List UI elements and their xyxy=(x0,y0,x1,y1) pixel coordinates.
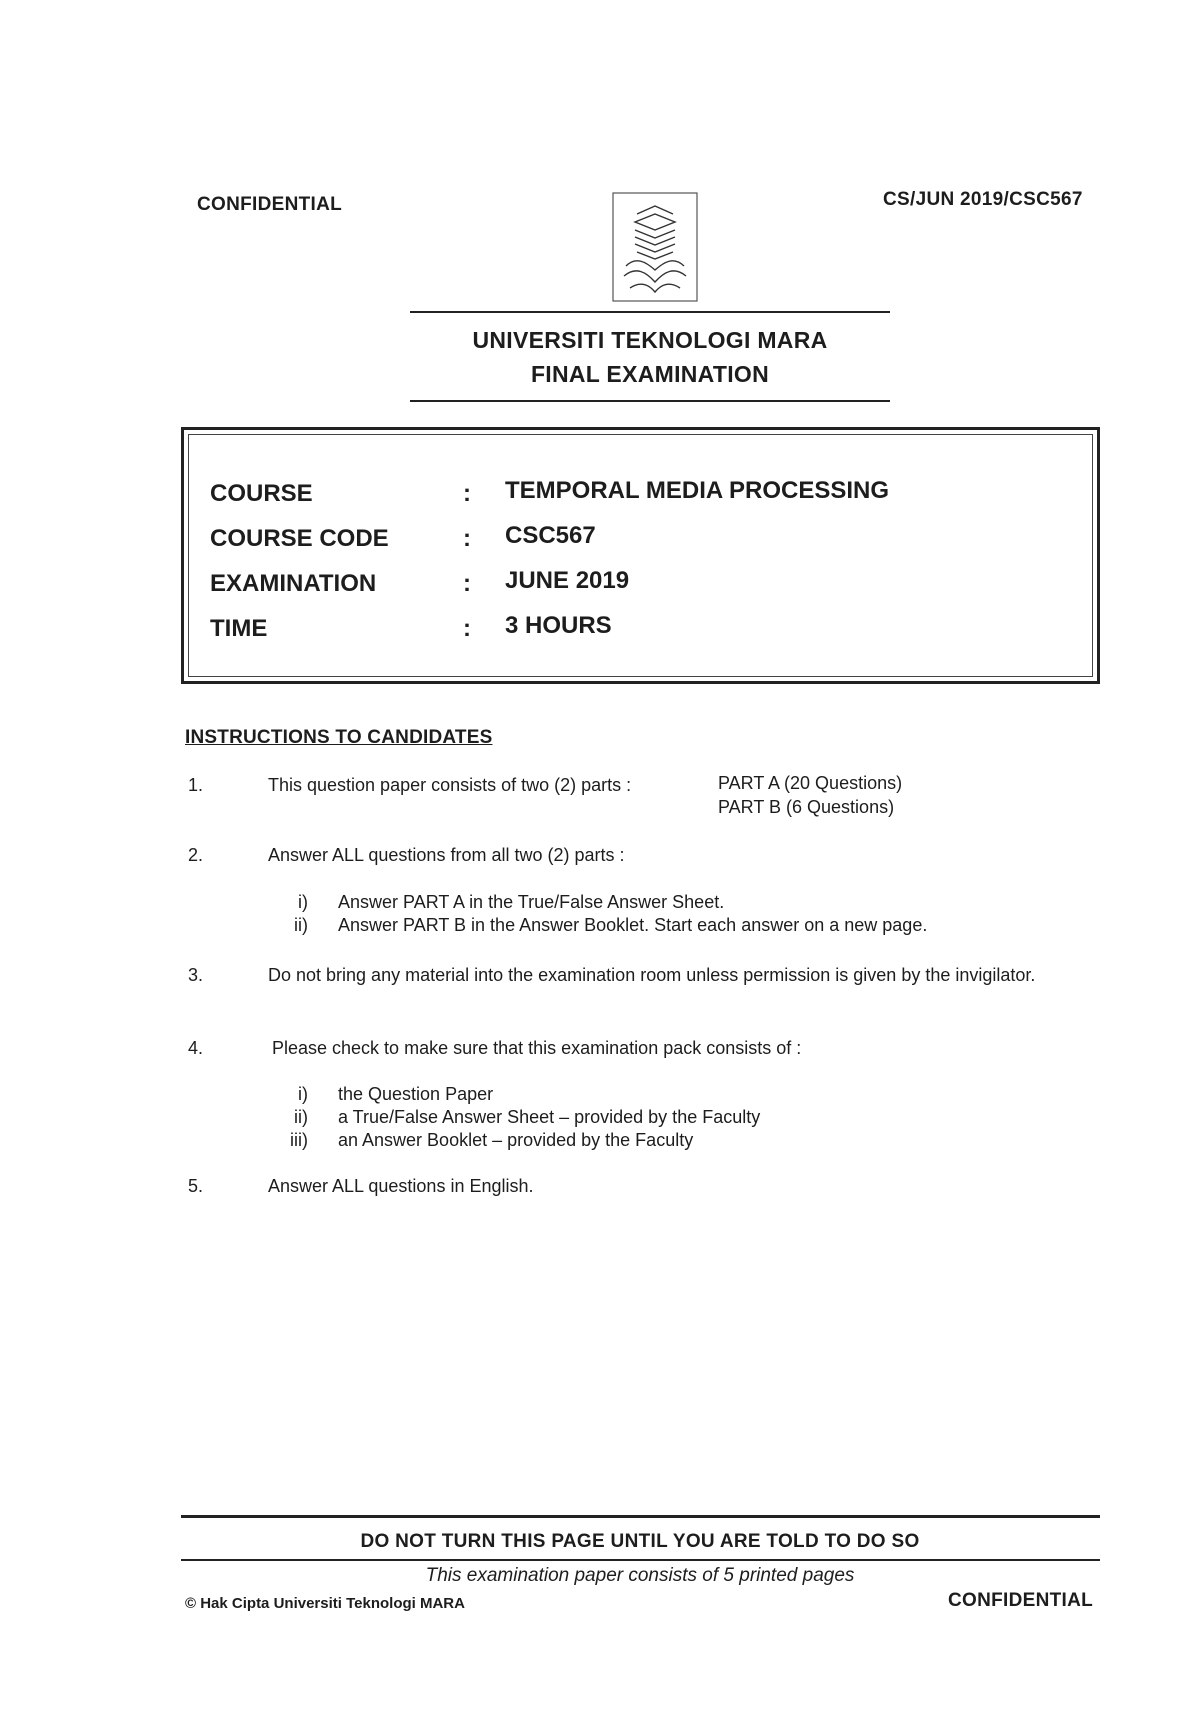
course-label: COURSE xyxy=(210,480,313,507)
examination-value: JUNE 2019 xyxy=(505,567,630,594)
course-code-value: CSC567 xyxy=(505,522,596,549)
instruction-3-num: 3. xyxy=(188,965,204,985)
instruction-2-num: 2. xyxy=(188,845,204,865)
instruction-4-sub-1-num: i) xyxy=(298,1084,308,1104)
exam-type: FINAL EXAMINATION xyxy=(530,361,770,387)
instruction-5-num: 5. xyxy=(188,1176,204,1196)
instruction-1-text: This question paper consists of two (2) parts : xyxy=(268,775,632,795)
instruction-5-text: Answer ALL questions in English. xyxy=(268,1176,534,1196)
instruction-1-part-a: PART A (20 Questions) xyxy=(718,773,903,793)
instruction-4-sub-3-num: iii) xyxy=(290,1130,308,1150)
instruction-2-sub-2-num: ii) xyxy=(294,915,308,935)
confidential-label-bottom: CONFIDENTIAL xyxy=(948,1590,1094,1611)
instruction-3-text: Do not bring any material into the examination room unless permission is given by the invigilator. xyxy=(268,965,1036,985)
confidential-label-top: CONFIDENTIAL xyxy=(197,194,343,215)
university-crest-icon xyxy=(612,192,698,302)
footer-pages-note: This examination paper consists of 5 printed pages xyxy=(425,1565,855,1586)
time-colon: : xyxy=(463,615,471,642)
instruction-4-sub-1-text: the Question Paper xyxy=(338,1084,494,1104)
instruction-1-num: 1. xyxy=(188,775,204,795)
footer-warning: DO NOT TURN THIS PAGE UNTIL YOU ARE TOLD TO DO SO xyxy=(360,1531,920,1552)
time-value: 3 HOURS xyxy=(505,612,612,639)
course-code-colon: : xyxy=(463,525,471,552)
instruction-4-sub-3-text: an Answer Booklet – provided by the Faculty xyxy=(338,1130,694,1150)
university-name: UNIVERSITI TEKNOLOGI MARA xyxy=(472,327,828,353)
time-label: TIME xyxy=(210,615,268,642)
examination-colon: : xyxy=(463,570,471,597)
instruction-2-text: Answer ALL questions from all two (2) parts : xyxy=(268,845,625,865)
instruction-2-sub-1-num: i) xyxy=(298,892,308,912)
examination-label: EXAMINATION xyxy=(210,570,377,597)
course-info-box-inner xyxy=(188,434,1093,677)
instruction-4-sub-2-text: a True/False Answer Sheet – provided by the Faculty xyxy=(338,1107,761,1127)
footer-rule-bottom xyxy=(181,1559,1100,1561)
course-value: TEMPORAL MEDIA PROCESSING xyxy=(505,477,890,504)
instruction-4-sub-2-num: ii) xyxy=(294,1107,308,1127)
instruction-4-num: 4. xyxy=(188,1038,204,1058)
instructions-heading: INSTRUCTIONS TO CANDIDATES xyxy=(185,727,493,748)
copyright-notice: © Hak Cipta Universiti Teknologi MARA xyxy=(185,1595,465,1612)
instruction-2-sub-2-text: Answer PART B in the Answer Booklet. Start each answer on a new page. xyxy=(338,915,928,935)
instruction-2-sub-1-text: Answer PART A in the True/False Answer Sheet. xyxy=(338,892,725,912)
course-code-label: COURSE CODE xyxy=(210,525,389,552)
title-rule-bottom xyxy=(410,400,890,402)
instruction-1-part-b: PART B (6 Questions) xyxy=(718,797,895,817)
instruction-4-text: Please check to make sure that this examination pack consists of : xyxy=(272,1038,802,1058)
footer-rule-top xyxy=(181,1515,1100,1518)
paper-code: CS/JUN 2019/CSC567 xyxy=(883,189,1083,210)
title-rule-top xyxy=(410,311,890,313)
course-colon: : xyxy=(463,480,471,507)
